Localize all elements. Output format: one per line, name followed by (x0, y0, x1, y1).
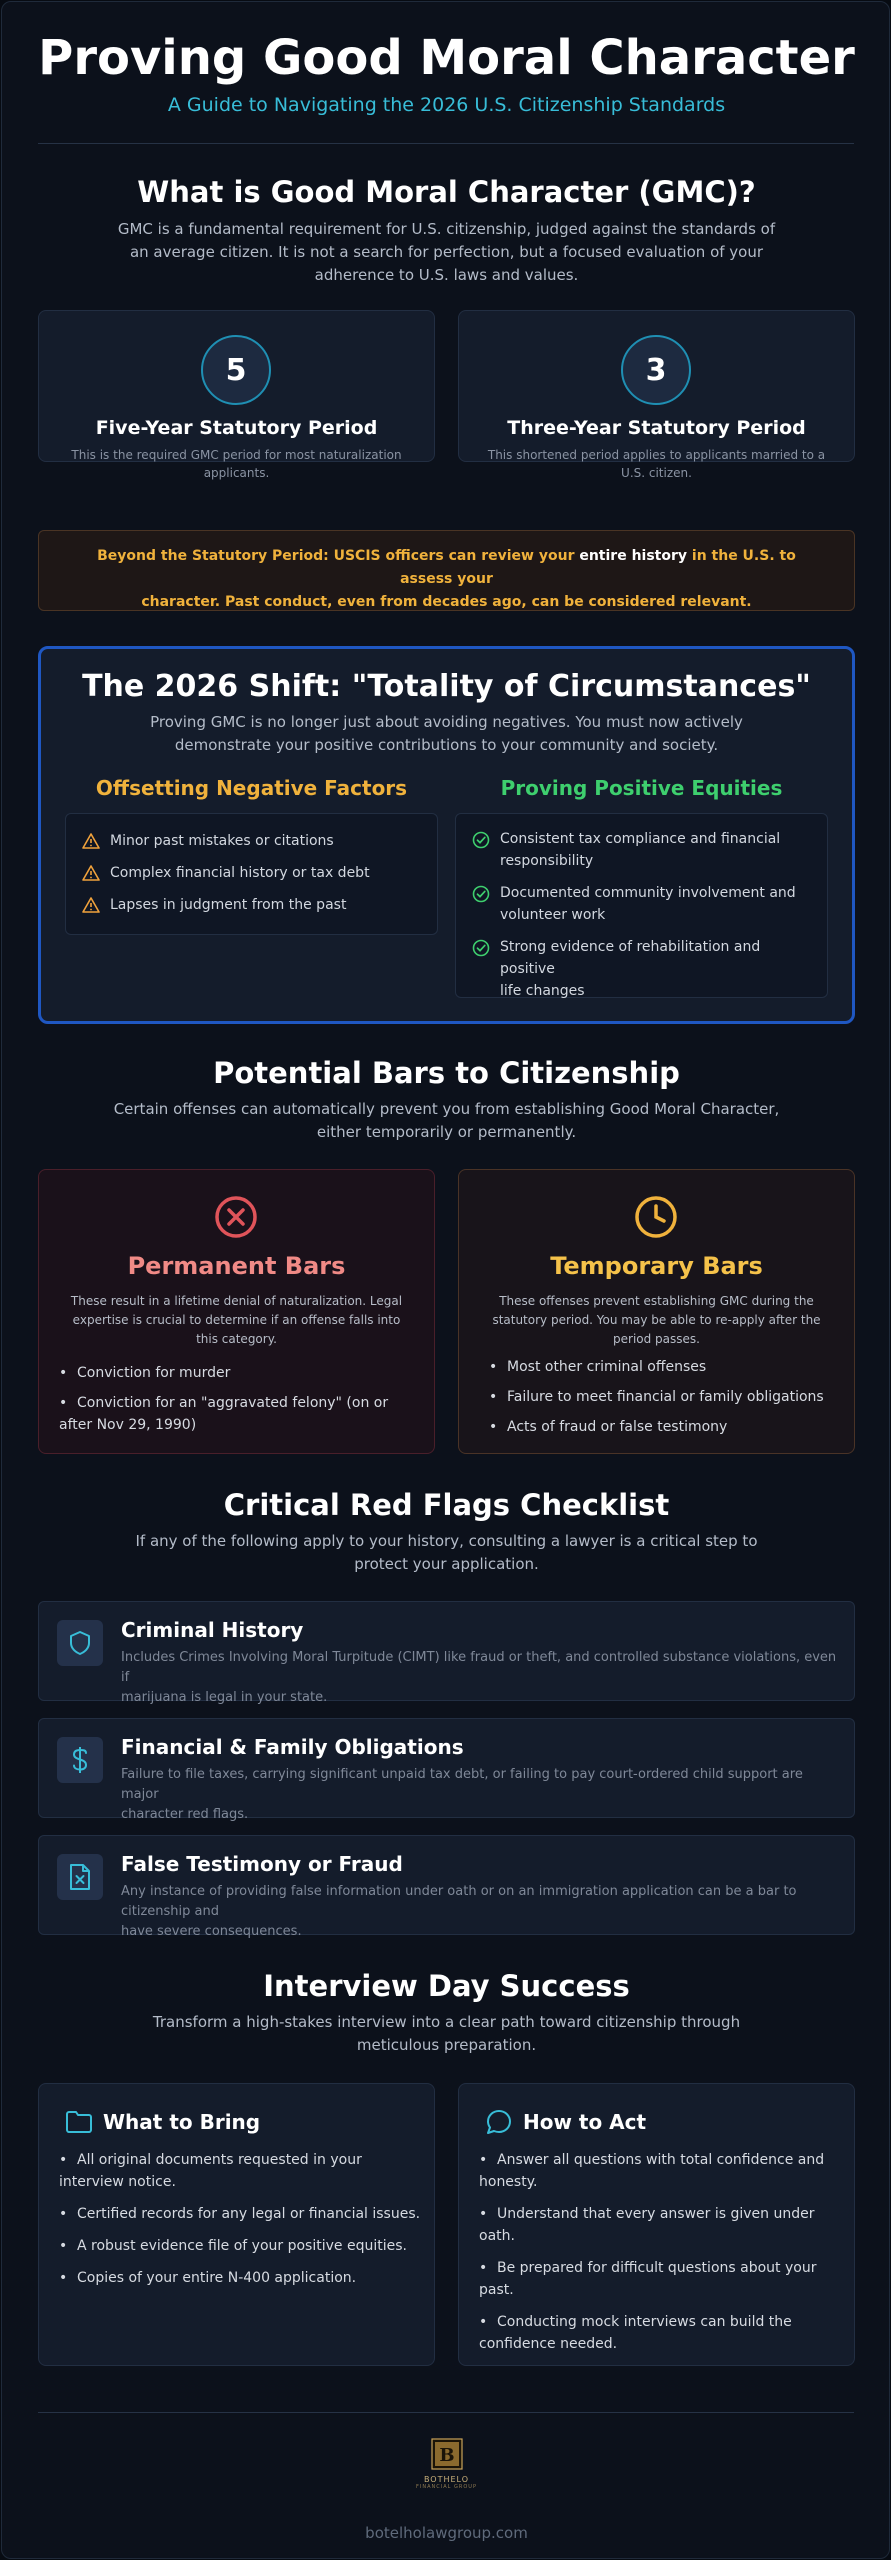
list-item: • Conviction for an "aggravated felony" (on or after Nov 29, 1990) (59, 1395, 389, 1433)
negative-list (65, 813, 438, 935)
interview-intro: Transform a high-stakes interview into a clear path toward citizenship through meticulous preparation. (152, 2013, 741, 2054)
statutory-warning: Beyond the Statutory Period: USCIS officers can review your entire history in the U.S. to assess your character. Past conduct, even from decades ago, can be considered relevant. (38, 530, 855, 611)
card-desc: This is the required GMC period for most naturalization applicants. (71, 448, 402, 480)
flags-intro: If any of the following apply to your history, consulting a lawyer is a critical step to protect your application. (135, 1532, 758, 1573)
bring-heading: What to Bring (103, 2110, 261, 2134)
positive-list (455, 813, 828, 998)
gmc-intro: GMC is a fundamental requirement for U.S. citizenship, judged against the standards of an average citizen. It is not a search for perfection, but a focused evaluation of your adherence to U.S. laws and values. (117, 220, 776, 284)
flag-desc: Failure to file taxes, carrying significant unpaid tax debt, or failing to pay court-ordered child support are major character red flags. (121, 1767, 803, 1822)
check-circle-icon (472, 939, 490, 957)
list-item: • Failure to meet financial or family obligations (489, 1389, 824, 1405)
interview-heading: Interview Day Success (263, 1969, 630, 2003)
shield-icon (57, 1620, 103, 1666)
file-x-icon (57, 1854, 103, 1900)
permanent-list (59, 1362, 419, 1436)
flags-heading: Critical Red Flags Checklist (223, 1488, 670, 1522)
list-item: Strong evidence of rehabilitation and positive life changes (472, 936, 811, 1002)
dollar-icon (57, 1737, 103, 1783)
list-item: • Conducting mock interviews can build the confidence needed. (479, 2314, 792, 2352)
logo-icon (431, 2438, 463, 2470)
card-title: Three-Year Statutory Period (507, 417, 806, 439)
statutory-card-three (458, 310, 855, 480)
flag-title: False Testimony or Fraud (121, 1852, 403, 1876)
logo-text: BOTHELO (423, 2475, 470, 2484)
svg-text:B: B (438, 2445, 455, 2466)
flag-title: Criminal History (121, 1618, 304, 1642)
chat-bubble-icon (485, 2108, 513, 2136)
shift-heading: The 2026 Shift: "Totality of Circumstances" (82, 669, 811, 704)
list-item: • Be prepared for difficult questions about your past. (479, 2260, 817, 2298)
list-item: • Conviction for murder (59, 1365, 231, 1381)
statutory-card-five (38, 310, 435, 480)
list-item: • Most other criminal offenses (489, 1359, 707, 1375)
permanent-bars-card (38, 1169, 435, 1454)
list-item: Complex financial history or tax debt (82, 862, 421, 884)
list-item: • All original documents requested in your interview notice. (59, 2152, 362, 2190)
shift-intro: Proving GMC is no longer just about avoiding negatives. You must now actively demonstrate your positive contributions to your community and society. (150, 713, 743, 754)
number-badge: 5 (201, 335, 271, 405)
act-list (479, 2149, 849, 2355)
list-item: Lapses in judgment from the past (82, 894, 421, 916)
flag-desc: Includes Crimes Involving Moral Turpitude (CIMT) like fraud or theft, and controlled substance violations, even if marijuana is legal in your state. (121, 1650, 837, 1705)
footer-url[interactable]: botelholawgroup.com (365, 2524, 528, 2542)
check-circle-icon (472, 831, 490, 849)
list-item: Minor past mistakes or citations (82, 830, 421, 852)
act-heading: How to Act (523, 2110, 647, 2134)
list-item: • Answer all questions with total confidence and honesty. (479, 2152, 825, 2190)
bring-list (59, 2149, 429, 2289)
page-title: Proving Good Moral Character (38, 30, 855, 86)
card-desc: This shortened period applies to applicants married to a U.S. citizen. (487, 448, 826, 480)
check-circle-icon (472, 885, 490, 903)
flag-desc: Any instance of providing false information under oath or on an immigration application can be a bar to citizenship and have severe consequences. (121, 1884, 797, 1939)
gmc-heading: What is Good Moral Character (GMC)? (137, 175, 756, 209)
warning-icon (82, 833, 100, 849)
bars-intro: Certain offenses can automatically prevent you from establishing Good Moral Character, either temporarily or permanently. (113, 1100, 780, 1141)
flag-criminal-history (38, 1601, 855, 1705)
divider (38, 2412, 854, 2413)
list-item: Consistent tax compliance and financial responsibility (472, 828, 811, 872)
how-to-act-card (458, 2083, 855, 2366)
logo-subtext: FINANCIAL GROUP (416, 2484, 477, 2490)
bars-heading: Potential Bars to Citizenship (213, 1056, 680, 1090)
folder-icon (65, 2110, 93, 2134)
permanent-desc: These result in a lifetime denial of naturalization. Legal expertise is crucial to determine if an offense falls into this category. (70, 1294, 403, 1346)
list-item: • Understand that every answer is given under oath. (479, 2206, 815, 2244)
what-to-bring-card (38, 2083, 435, 2366)
warning-icon (82, 897, 100, 913)
temporary-desc: These offenses prevent establishing GMC during the statutory period. You may be able to re-apply after the period passes. (492, 1294, 821, 1346)
list-item: • Acts of fraud or false testimony (489, 1419, 728, 1435)
flag-title: Financial & Family Obligations (121, 1735, 464, 1759)
negative-heading: Offsetting Negative Factors (95, 776, 408, 800)
positive-heading: Proving Positive Equities (500, 776, 783, 800)
temporary-list (489, 1356, 839, 1438)
footer-logo (2, 2438, 891, 2490)
list-item: • Certified records for any legal or financial issues. (59, 2206, 421, 2222)
number-badge: 3 (621, 335, 691, 405)
permanent-heading: Permanent Bars (127, 1252, 346, 1280)
flag-false-testimony (38, 1835, 855, 1939)
list-item: • Copies of your entire N-400 application. (59, 2270, 357, 2286)
list-item: • A robust evidence file of your positive equities. (59, 2238, 407, 2254)
temporary-bars-card (458, 1169, 855, 1454)
temporary-heading: Temporary Bars (550, 1252, 763, 1280)
card-title: Five-Year Statutory Period (95, 417, 378, 439)
clock-icon (633, 1194, 679, 1240)
warning-icon (82, 865, 100, 881)
infographic-frame (1, 1, 890, 2559)
list-item: Documented community involvement and volunteer work (472, 882, 811, 926)
totality-section (38, 646, 855, 1024)
page-subtitle: A Guide to Navigating the 2026 U.S. Citizenship Standards (167, 94, 726, 116)
divider (38, 143, 854, 144)
x-circle-icon (213, 1194, 259, 1240)
flag-financial-family (38, 1718, 855, 1822)
